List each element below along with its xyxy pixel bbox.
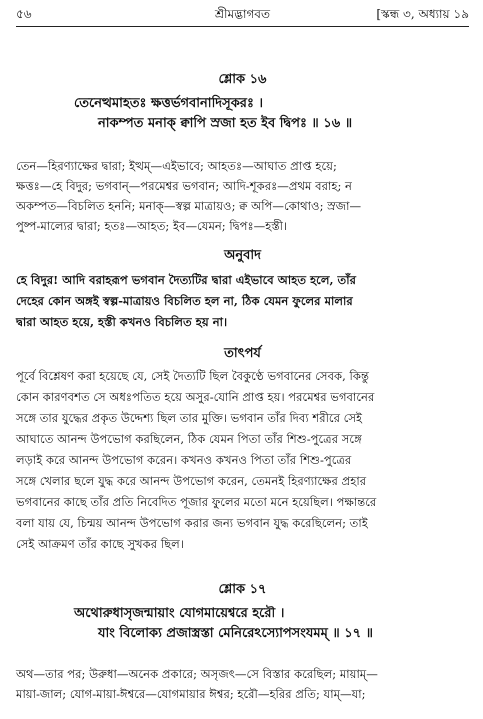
purport-title: তাৎপর্য	[224, 346, 261, 361]
purport-line: আঘাতে আনন্দ উপভোগ করছিলেন, ঠিক যেমন পিতা তাঁর শিশু-পুত্রের সঙ্গে	[16, 432, 362, 446]
synonym-line: অথ—তার পর; উরুধা—অনেক প্রকারে; অসৃজৎ—সে বিস্তার করেছিল; মায়াম্—	[16, 667, 378, 681]
translation-line: দ্বারা আহত হয়ে, হস্তী কখনও বিচলিত হয় না।	[16, 315, 228, 329]
shloka-17-title: শ্লোক ১৭	[218, 582, 267, 597]
purport-line: পূর্বে বিশ্লেষণ করা হয়েছে যে, সেই দৈত্যটি ছিল বৈকুণ্ঠে ভগবানের সেবক, কিন্তু	[16, 369, 369, 383]
shloka-16-verse	[16, 94, 469, 134]
shloka-17-synonyms	[16, 664, 469, 704]
translation-title-block	[16, 246, 469, 267]
shloka-16-title-block	[16, 70, 469, 91]
shloka-17-title-block	[16, 580, 469, 601]
purport-line: ভগবানের কাছে তাঁর প্রতি নিবেদিত পূজার ফুলের মতো মনে হয়েছিল। পক্ষান্তরে	[16, 495, 377, 509]
shloka-16-title: শ্লোক ১৬	[218, 72, 267, 87]
synonym-line: পুষ্প-মাল্যের দ্বারা; হতঃ—আহত; ইব—যেমন; দ্বিপঃ—হস্তী।	[16, 219, 288, 233]
chapter-reference: [স্কন্ধ ৩, অধ্যায় ১৯	[376, 7, 469, 21]
shloka-17-verse	[16, 604, 469, 644]
purport-line: বলা যায় যে, চিন্ময় আনন্দ উপভোগ করার জন্য ভগবান যুদ্ধ করেছিলেন; তাই	[16, 516, 368, 530]
synonym-line: ক্ষত্তঃ—হে বিদুর; ভগবান্—পরমেশ্বর ভগবান; আদি-শূকরঃ—প্রথম বরাহ; ন	[16, 179, 352, 193]
synonym-line: তেন—হিরণ্যাক্ষের দ্বারা; ইত্থম্—এইভাবে; আহতঃ—আঘাত প্রাপ্ত হয়ে;	[16, 159, 337, 173]
page-header	[16, 6, 469, 24]
shloka-17-line-1: অথোরুধাসৃজন্মায়াং যোগমায়েশ্বরে হরৌ ।	[74, 606, 285, 621]
book-title: শ্রীমদ্ভাগবত	[214, 7, 270, 21]
translation-text	[16, 270, 469, 333]
purport-line: সঙ্গে খেলার ছলে যুদ্ধ করে আনন্দ উপভোগ করেন, তেমনই হিরণ্যাক্ষের প্রহার	[16, 474, 367, 488]
translation-line: হে বিদুর! আদি বরাহরূপ ভগবান দৈত্যটির দ্বারা এইভাবে আহত হলে, তাঁর	[16, 273, 356, 287]
translation-title: অনুবাদ	[224, 248, 261, 263]
header-rule	[16, 26, 469, 27]
purport-line: সঙ্গে তার যুদ্ধের প্রকৃত উদ্দেশ্য ছিল তার মুক্তি। ভগবান তাঁর দিব্য শরীরে সেই	[16, 411, 363, 425]
shloka-16-line-2: নাকম্পত মনাক্ ক্বাপি স্রজা হত ইব দ্বিপঃ ॥ ১৬ ॥	[98, 116, 353, 131]
page-number: ৫৬	[16, 7, 32, 21]
purport-line: লড়াই করে আনন্দ উপভোগ করেন। কখনও কখনও পিতা তাঁর শিশু-পুত্রের	[16, 453, 352, 467]
shloka-16-line-1: তেনেত্থমাহতঃ ক্ষত্তর্ভগবানাদিসূকরঃ ।	[74, 96, 264, 111]
translation-line: দেহের কোন অঙ্গই স্বল্প-মাত্রায়ও বিচলিত হল না, ঠিক যেমন ফুলের মালার	[16, 294, 353, 308]
shloka-16-synonyms	[16, 156, 469, 236]
purport-line: সেই আক্রমণ তাঁর কাছে সুখকর ছিল।	[16, 537, 184, 551]
purport-line: কোন কারণবশত সে অধঃপতিত হয়ে অসুর-যোনি প্রাপ্ত হয়। পরমেশ্বর ভগবানের	[16, 390, 375, 404]
shloka-17-line-2: যাং বিলোক্য প্রজাস্ত্রস্তা মেনিরেঽস্যোপসংযমম্ ॥ ১৭ ॥	[98, 626, 373, 641]
synonym-line: অকম্পত—বিচলিত হননি; মনাক্—স্বল্প মাত্রায়ও; ক্ব অপি—কোথাও; স্রজা—	[16, 199, 362, 213]
purport-text	[16, 366, 469, 555]
purport-title-block	[16, 344, 469, 365]
synonym-line: মায়া-জাল; যোগ-মায়া-ঈশ্বরে—যোগমায়ার ঈশ্বর; হরৌ—হরির প্রতি; যাম্—যা;	[16, 687, 366, 701]
